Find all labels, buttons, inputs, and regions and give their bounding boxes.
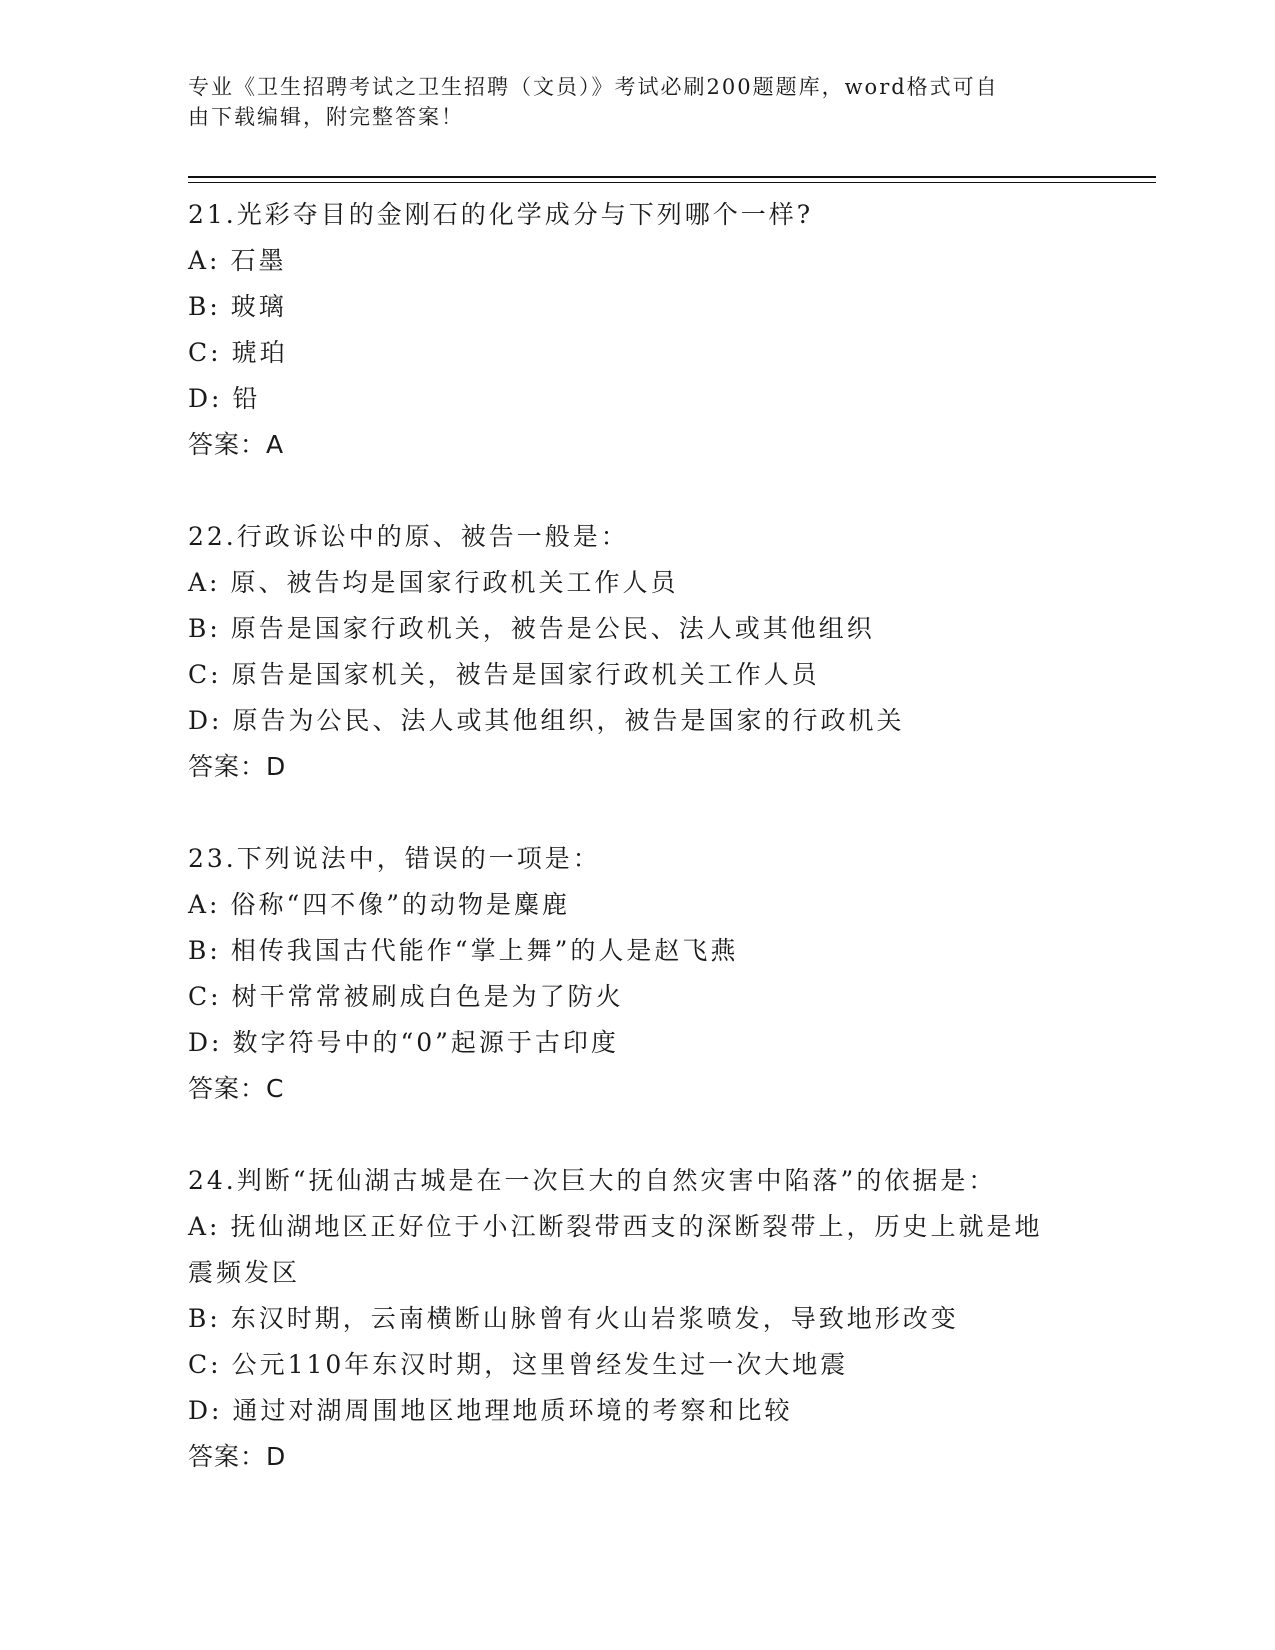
option-key: B: [188,1304,221,1333]
option-text: 东汉时期，云南横断山脉曾有火山岩浆喷发，导致地形改变 [230,1304,959,1333]
option-text: 抚仙湖地区正好位于小江断裂带西支的深断裂带上，历史上就是地震频发区 [188,1212,1043,1287]
answer-line: 答案：C [188,1074,285,1103]
option-d [188,1020,1068,1066]
option-d [188,698,1068,744]
option-key: B: [188,292,221,321]
option-text: 数字符号中的“0”起源于古印度 [232,1028,619,1057]
option-key: D: [188,1396,223,1425]
question-24 [188,1158,1068,1480]
option-text: 铅 [232,384,261,413]
option-text: 原、被告均是国家行政机关工作人员 [230,568,679,597]
option-b [188,1296,1068,1342]
option-key: A: [188,890,221,919]
option-text: 公元110年东汉时期，这里曾经发生过一次大地震 [231,1350,849,1379]
option-a [188,238,1068,284]
answer-line: 答案：A [188,430,285,459]
option-text: 相传我国古代能作“掌上舞”的人是赵飞燕 [230,936,739,965]
option-text: 原告是国家机关，被告是国家行政机关工作人员 [231,660,820,689]
option-text: 石墨 [230,246,287,275]
option-a [188,882,1068,928]
answer-line: 答案：D [188,1442,287,1471]
option-key: C: [188,982,222,1011]
option-key: B: [188,614,221,643]
header-rule-thick [188,176,1156,178]
option-c [188,974,1068,1020]
option-c [188,652,1068,698]
option-b [188,606,1068,652]
option-text: 俗称“四不像”的动物是麋鹿 [230,890,571,919]
question-stem: 21.光彩夺目的金刚石的化学成分与下列哪个一样? [188,200,814,229]
option-key: D: [188,706,223,735]
question-23 [188,836,1068,1112]
option-key: C: [188,338,222,367]
option-d [188,376,1068,422]
option-key: D: [188,384,223,413]
option-text: 通过对湖周围地区地理地质环境的考察和比较 [232,1396,793,1425]
option-key: B: [188,936,221,965]
option-c [188,1342,1068,1388]
option-b [188,928,1068,974]
option-key: A: [188,246,221,275]
answer-line: 答案：D [188,752,287,781]
option-text: 原告是国家行政机关，被告是公民、法人或其他组织 [230,614,875,643]
document-header [188,72,1068,132]
option-b [188,284,1068,330]
question-stem: 24.判断“抚仙湖古城是在一次巨大的自然灾害中陷落”的依据是： [188,1166,997,1195]
header-line-2: 由下载编辑，附完整答案！ [188,105,464,129]
question-21 [188,192,1068,468]
question-stem: 23.下列说法中，错误的一项是： [188,844,601,873]
option-key: D: [188,1028,223,1057]
question-22 [188,514,1068,790]
header-line-1: 专业《卫生招聘考试之卫生招聘（文员）》考试必刷200题题库，word格式可自 [188,75,999,99]
header-rule-thin [188,182,1156,183]
option-c [188,330,1068,376]
option-key: A: [188,1212,221,1241]
option-text: 树干常常被刷成白色是为了防火 [231,982,624,1011]
option-key: C: [188,660,222,689]
option-key: C: [188,1350,222,1379]
option-a [188,560,1068,606]
option-text: 琥珀 [231,338,288,367]
question-list [188,192,1068,1526]
question-stem: 22.行政诉讼中的原、被告一般是： [188,522,629,551]
option-a [188,1204,1068,1296]
option-d [188,1388,1068,1434]
option-key: A: [188,568,221,597]
option-text: 玻璃 [230,292,287,321]
option-text: 原告为公民、法人或其他组织，被告是国家的行政机关 [232,706,905,735]
